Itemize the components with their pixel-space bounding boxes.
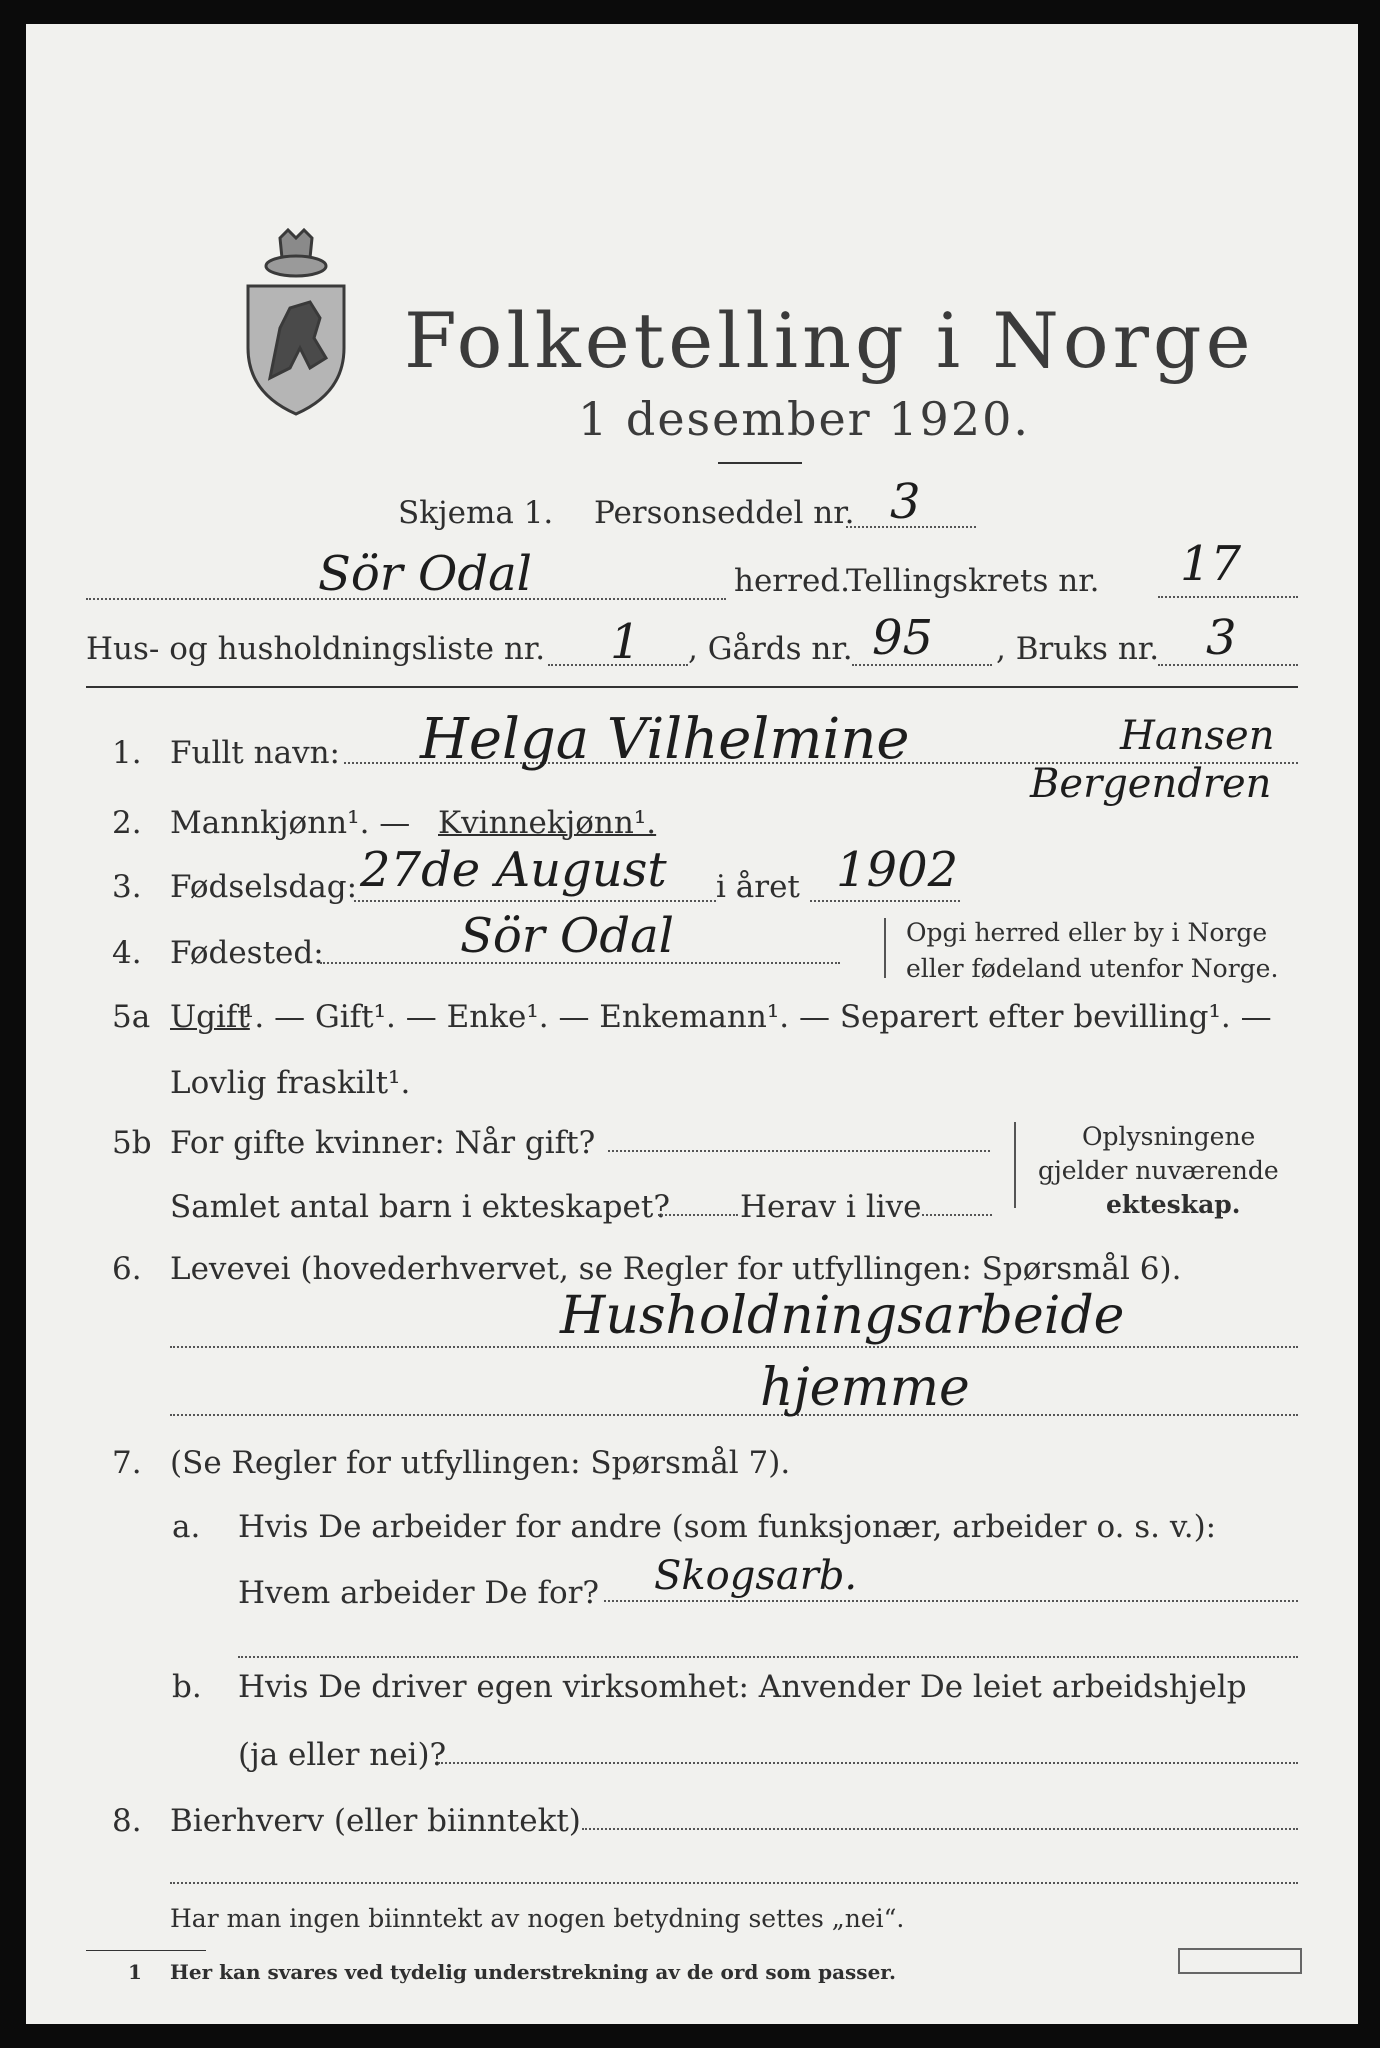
q2-kvinnekjonn-underlined[interactable]: Kvinnekjønn¹. bbox=[438, 805, 657, 841]
q8-line-2[interactable] bbox=[170, 1882, 1298, 1884]
q5b-note-3: ekteskap. bbox=[1106, 1190, 1241, 1219]
title-divider bbox=[718, 462, 802, 464]
q7a-label: Hvis De arbeider for andre (som funksjonær, arbeider o. s. v.): bbox=[238, 1509, 1217, 1545]
form-title: Folketelling i Norge bbox=[404, 296, 1255, 385]
q1-value-given-names[interactable]: Helga Vilhelmine bbox=[420, 707, 910, 772]
q7a-letter: a. bbox=[172, 1509, 201, 1545]
gards-value[interactable]: 95 bbox=[872, 610, 934, 666]
form-subtitle: 1 desember 1920. bbox=[578, 392, 1030, 446]
q5a-ugift-underlined[interactable]: Ugift bbox=[170, 999, 250, 1035]
q3-label: Fødselsdag: bbox=[170, 869, 358, 905]
husliste-value[interactable]: 1 bbox=[610, 614, 641, 670]
footnote-rule bbox=[86, 1950, 206, 1951]
footer-note: Har man ingen biinntekt av nogen betydning settes „nei“. bbox=[170, 1904, 905, 1933]
q5b-number: 5b bbox=[112, 1125, 152, 1161]
q3-date-line bbox=[354, 900, 716, 902]
q2-number: 2. bbox=[112, 805, 142, 841]
q4-value[interactable]: Sör Odal bbox=[460, 908, 675, 964]
q7a-line-2[interactable] bbox=[238, 1656, 1298, 1658]
q6-value-1[interactable]: Husholdningsarbeide bbox=[560, 1286, 1125, 1346]
tellingskrets-line bbox=[1158, 596, 1298, 598]
q1-value-surname[interactable]: Hansen bbox=[1120, 713, 1275, 759]
q7-number: 7. bbox=[112, 1445, 142, 1481]
q5b-nar-gift: For gifte kvinner: Når gift? bbox=[170, 1125, 596, 1161]
tellingskrets-label: Tellingskrets nr. bbox=[846, 563, 1100, 599]
q6-number: 6. bbox=[112, 1251, 142, 1287]
q7b-label: Hvis De driver egen virksomhet: Anvender De leiet arbeidshjelp bbox=[238, 1669, 1247, 1705]
q6-line-2 bbox=[170, 1414, 1298, 1416]
q7a-line bbox=[604, 1600, 1298, 1602]
q5b-note-2: gjelder nuværende bbox=[1038, 1156, 1279, 1185]
q7b-line[interactable] bbox=[438, 1762, 1298, 1764]
q6-value-2[interactable]: hjemme bbox=[760, 1358, 970, 1418]
q4-label: Fødested: bbox=[170, 935, 324, 971]
herred-label: herred. bbox=[734, 563, 850, 599]
q4-note-1: Opgi herred eller by i Norge bbox=[906, 918, 1268, 947]
husliste-label: Hus- og husholdningsliste nr. bbox=[86, 631, 546, 667]
q5b-note-1: Oplysningene bbox=[1082, 1122, 1256, 1151]
q5b-herav-i-live: Herav i live bbox=[740, 1189, 922, 1225]
bruks-label: , Bruks nr. bbox=[996, 631, 1160, 667]
footnote-number: 1 bbox=[128, 1960, 142, 1984]
q7a-value[interactable]: Skogsarb. bbox=[654, 1553, 858, 1599]
q8-number: 8. bbox=[112, 1803, 142, 1839]
q7b-ja-nei: (ja eller nei)? bbox=[238, 1737, 447, 1773]
q1-value-surname-2[interactable]: Bergendren bbox=[1030, 761, 1272, 807]
tellingskrets-value[interactable]: 17 bbox=[1180, 536, 1242, 592]
q1-label: Fullt navn: bbox=[170, 735, 340, 771]
skjema-label: Skjema 1. bbox=[398, 495, 554, 531]
q8-label: Bierhverv (eller biinntekt) bbox=[170, 1803, 581, 1839]
personseddel-label: Personseddel nr. bbox=[594, 495, 855, 531]
q1-number: 1. bbox=[112, 735, 142, 771]
q3-number: 3. bbox=[112, 869, 142, 905]
q8-line[interactable] bbox=[582, 1828, 1298, 1830]
q5b-herav-line[interactable] bbox=[922, 1214, 992, 1216]
q7-label: (Se Regler for utfyllingen: Spørsmål 7). bbox=[170, 1445, 791, 1481]
q3-aret-label: i året bbox=[716, 869, 800, 905]
q5a-options[interactable]: ¹. — Gift¹. — Enke¹. — Enkemann¹. — Separert efter bevilling¹. — bbox=[242, 999, 1272, 1035]
q5b-antal-barn-line[interactable] bbox=[658, 1214, 738, 1216]
printer-stamp bbox=[1178, 1948, 1302, 1974]
personseddel-value[interactable]: 3 bbox=[890, 474, 921, 530]
q4-note-2: eller fødeland utenfor Norge. bbox=[906, 954, 1279, 983]
q5a-number: 5a bbox=[112, 999, 151, 1035]
q5b-antal-barn: Samlet antal barn i ekteskapet? bbox=[170, 1189, 670, 1225]
q7b-letter: b. bbox=[172, 1669, 202, 1705]
norwegian-coat-of-arms-icon bbox=[240, 228, 352, 418]
header-rule bbox=[86, 686, 1298, 688]
q3-year-line bbox=[810, 900, 960, 902]
q5a-fraskilt[interactable]: Lovlig fraskilt¹. bbox=[170, 1065, 411, 1101]
q3-value-year[interactable]: 1902 bbox=[836, 842, 959, 898]
q6-label: Levevei (hovederhvervet, se Regler for utfyllingen: Spørsmål 6). bbox=[170, 1251, 1182, 1287]
q4-brace bbox=[884, 918, 886, 978]
q6-line-1 bbox=[170, 1346, 1298, 1348]
herred-value[interactable]: Sör Odal bbox=[318, 546, 533, 602]
q3-value-date[interactable]: 27de August bbox=[360, 842, 667, 898]
q2-mannkjonn[interactable]: Mannkjønn¹. — bbox=[170, 805, 411, 841]
gards-label: , Gårds nr. bbox=[688, 631, 853, 667]
q5b-brace bbox=[1014, 1122, 1016, 1208]
q7a-hvem-label: Hvem arbeider De for? bbox=[238, 1575, 600, 1611]
footnote-text: Her kan svares ved tydelig understrekning av de ord som passer. bbox=[170, 1960, 896, 1984]
bruks-value[interactable]: 3 bbox=[1206, 610, 1237, 666]
q4-number: 4. bbox=[112, 935, 142, 971]
q5b-nar-gift-line[interactable] bbox=[608, 1150, 990, 1152]
